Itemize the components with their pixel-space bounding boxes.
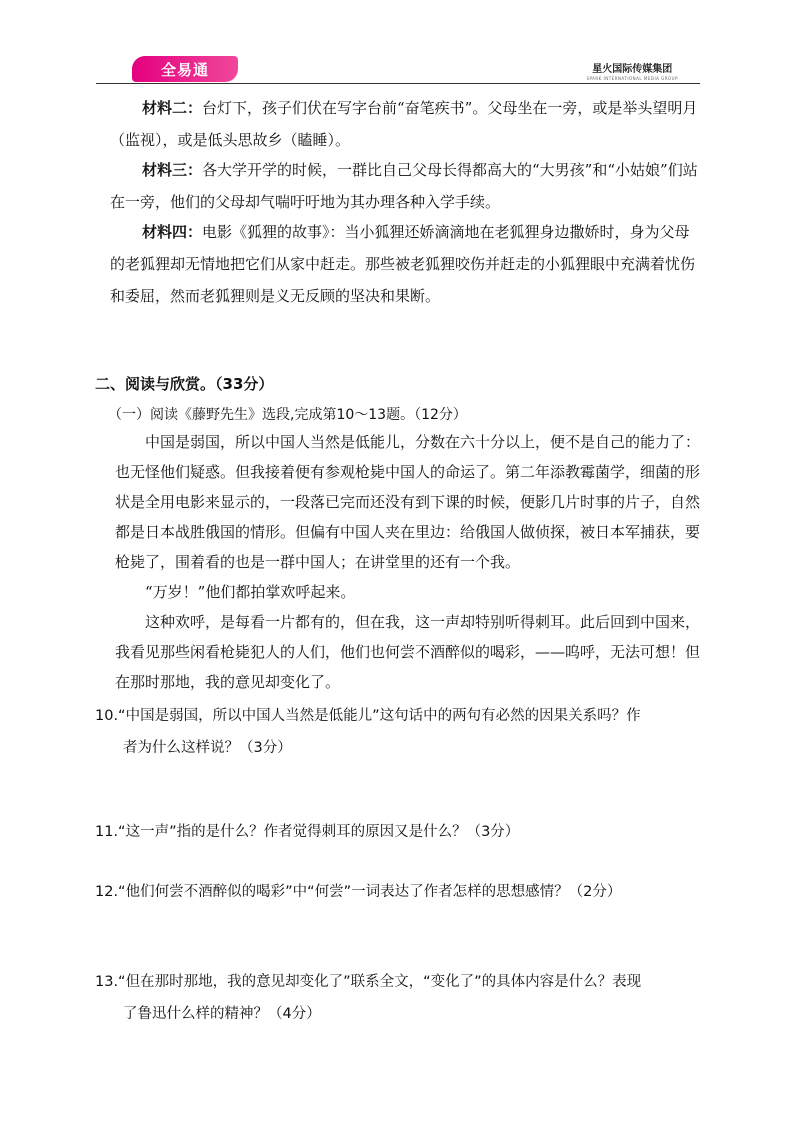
question-13 <box>95 966 715 1030</box>
question-line: 10.“中国是弱国，所以中国人当然是低能儿”这句话中的两句有必然的因果关系吗？作 <box>95 708 641 724</box>
material-text: 电影《狐狸的故事》：当小狐狸还娇滴滴地在老狐狸身边撒娇时，身为父母的老狐狸却无情地把它们从家中赶走。那些被老狐狸咬伤并赶走的小狐狸眼中充满着忧伤和委屈，然而老狐狸则是义无反顾的坚决和果断。 <box>110 223 696 305</box>
material-label: 材料四： <box>142 223 203 241</box>
question-line: 12.“他们何尝不酒醉似的喝彩”中“何尝”一词表达了作者怎样的思想感情？（2分） <box>95 884 622 900</box>
question-line-continued: 了鲁迅什么样的精神？（4分） <box>123 1006 321 1022</box>
question-10 <box>95 700 715 764</box>
brand-subtitle: SPARK INTERNATIONAL MEDIA GROUP <box>586 76 678 81</box>
question-12 <box>95 876 715 908</box>
material-text: 台灯下，孩子们伏在写字台前“奋笔疾书”。父母坐在一旁，或是举头望明月（监视），或是低头思故乡（瞌睡）。 <box>110 99 698 149</box>
passage-paragraph-3: 这种欢呼，是每看一片都有的，但在我，这一声却特别听得刺耳。此后回到中国来，我看见那些闲看枪毙犯人的人们，他们也何尝不酒醉似的喝彩，——呜呼，无法可想！但在那时那地，我的意见却变化了。 <box>115 613 701 691</box>
material-label: 材料三： <box>142 161 203 179</box>
material-4 <box>110 216 700 312</box>
question-line: 11.“这一声”指的是什么？作者觉得刺耳的原因又是什么？（3分） <box>95 824 520 840</box>
material-2 <box>110 92 700 156</box>
section-heading: 二、阅读与欣赏。（33分） <box>95 375 274 393</box>
material-3 <box>110 154 700 218</box>
passage-paragraph-1: 中国是弱国，所以中国人当然是低能儿，分数在六十分以上，便不是自己的能力了：也无怪他们疑惑。但我接着便有参观枪毙中国人的命运了。第二年添教霉菌学，细菌的形状是全用电影来显示的，一段落已完而还没有到下课的时候，便影几片时事的片子，自然都是日本战胜俄国的情形。但偏有中国人夹在里边：给俄国人做侦探，被日本军捕获，要枪毙了，围着看的也是一群中国人；在讲堂里的还有一个我。 <box>115 433 701 571</box>
question-line-continued: 者为什么这样说？（3分） <box>123 740 292 756</box>
subsection-heading: （一）阅读《藤野先生》选段,完成第10～13题。（12分） <box>108 407 467 423</box>
brand-name: 星火国际传媒集团 <box>592 64 673 75</box>
material-label: 材料二： <box>142 99 203 117</box>
passage-paragraph-2: “万岁！”他们都拍掌欢呼起来。 <box>145 583 356 601</box>
page-header <box>96 54 700 84</box>
question-11 <box>95 816 715 848</box>
publisher-brand <box>586 60 678 81</box>
material-text: 各大学开学的时候，一群比自己父母长得都高大的“大男孩”和“小姑娘”们站在一旁，他们的父母却气喘吁吁地为其办理各种入学手续。 <box>110 161 698 211</box>
header-divider <box>96 83 700 84</box>
brand-logo <box>132 56 238 82</box>
question-line: 13.“但在那时那地，我的意见却变化了”联系全文，“变化了”的具体内容是什么？表现 <box>95 974 642 990</box>
logo-text: 全易通 <box>160 60 209 79</box>
